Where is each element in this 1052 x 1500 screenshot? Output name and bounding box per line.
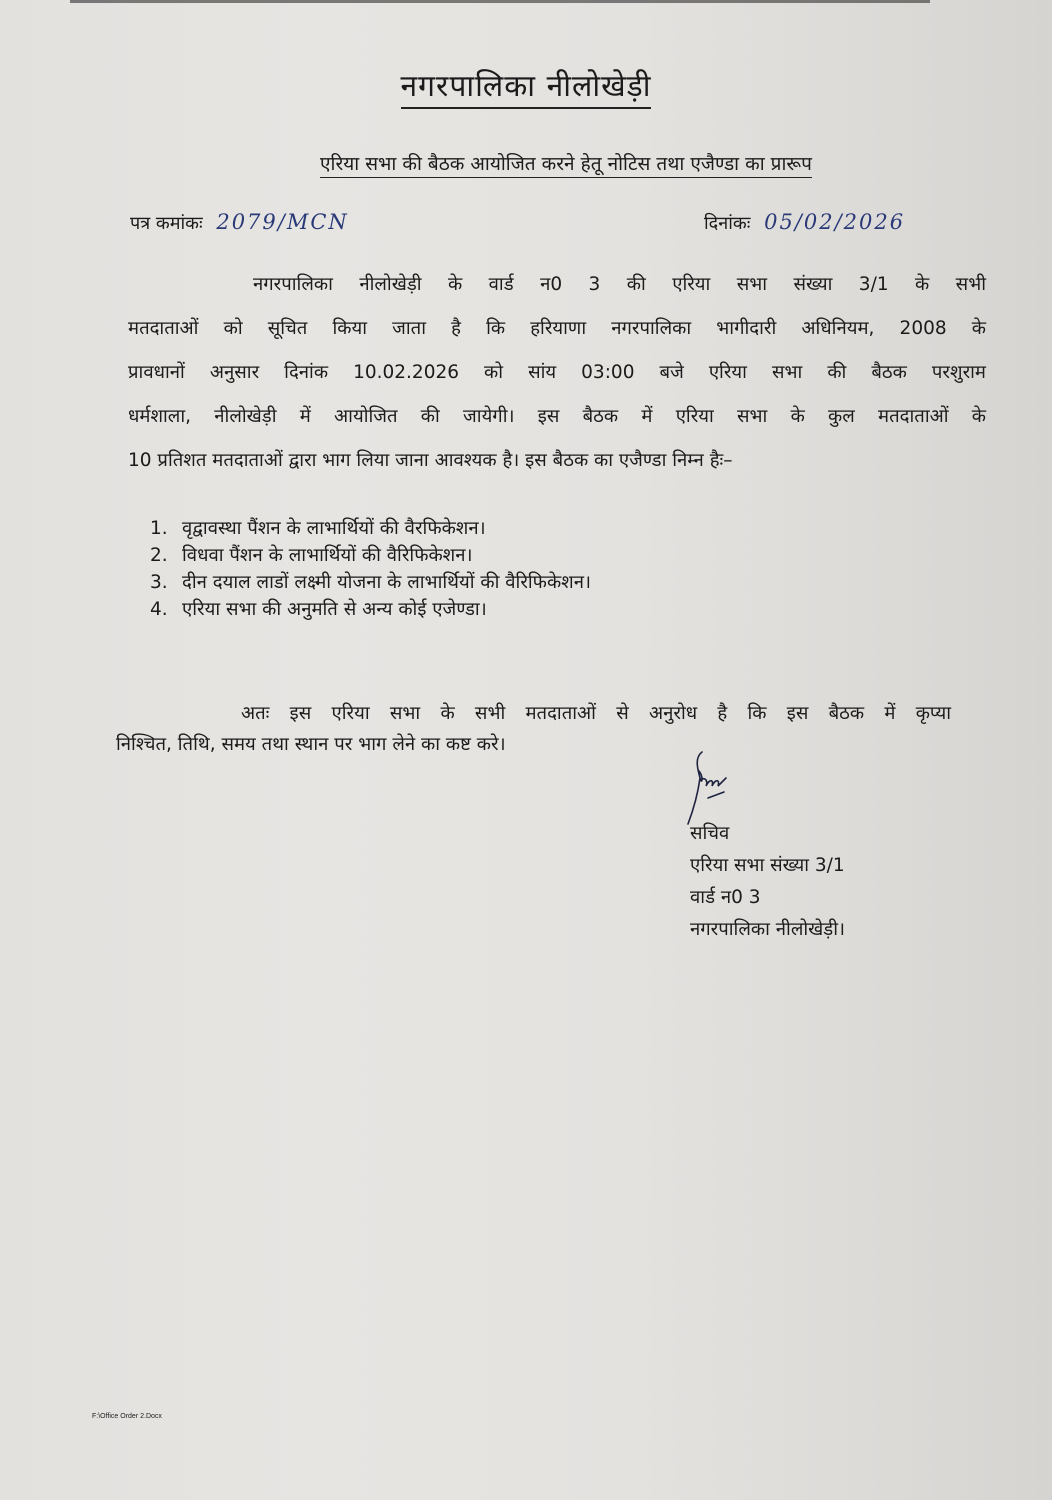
date-value-handwritten: 05/02/2026 — [764, 210, 906, 234]
paragraph-line: अतः इस एरिया सभा के सभी मतदाताओं से अनुरोध है कि इस बैठक में कृप्या — [241, 703, 951, 724]
agenda-item — [150, 542, 591, 569]
document-subtitle — [0, 150, 1052, 176]
date-label: दिनांकः — [704, 213, 751, 234]
reference-label: पत्र कमांकः — [130, 213, 203, 234]
signatory-designation: सचिव — [690, 823, 730, 844]
paragraph-line: नगरपालिका नीलोखेड़ी के वार्ड न0 3 की एरिया सभा संख्या 3/1 के सभी — [253, 274, 986, 295]
paragraph-line: मतदाताओं को सूचित किया जाता है कि हरियाणा नगरपालिका भागीदारी अधिनियम, 2008 के — [128, 318, 986, 339]
subtitle-text: एरिया सभा की बैठक आयोजित करने हेतू नोटिस तथा एजैण्डा का प्रारूप — [320, 153, 812, 178]
paragraph-line: धर्मशाला, नीलोखेड़ी में आयोजित की जायेगी। इस बैठक में एरिया सभा के कुल मतदाताओं के — [128, 406, 986, 427]
agenda-item — [150, 569, 591, 596]
request-paragraph — [116, 698, 951, 760]
agenda-item-number: 3. — [150, 572, 168, 593]
title-text: नगरपालिका नीलोखेड़ी — [401, 69, 652, 109]
agenda-item-number: 4. — [150, 599, 168, 620]
agenda-item-text: दीन दयाल लाडों लक्ष्मी योजना के लाभार्थियों की वैरिफिकेशन। — [182, 572, 592, 593]
document-date — [704, 210, 905, 235]
agenda-item — [150, 515, 591, 542]
paragraph-line: निश्चित, तिथि, समय तथा स्थान पर भाग लेने का कष्ट करे। — [116, 734, 506, 755]
signature-icon — [684, 748, 744, 828]
paragraph-line: 10 प्रतिशत मतदाताओं द्वारा भाग लिया जाना आवश्यक है। इस बैठक का एजैण्डा निम्न हैः– — [128, 450, 733, 471]
agenda-item-text: वृद्वावस्था पैंशन के लाभार्थियों की वैरफिकेशन। — [182, 518, 486, 539]
agenda-list — [150, 515, 591, 623]
agenda-item-number: 2. — [150, 545, 168, 566]
agenda-item-number: 1. — [150, 518, 168, 539]
signatory-municipality: नगरपालिका नीलोखेड़ी। — [690, 919, 845, 940]
agenda-item-text: विधवा पैंशन के लाभार्थियों की वैरिफिकेशन। — [182, 545, 473, 566]
notice-paragraph — [128, 263, 986, 483]
agenda-item-text: एरिया सभा की अनुमति से अन्य कोई एजेण्डा। — [182, 599, 487, 620]
paragraph-line: प्रावधानों अनुसार दिनांक 10.02.2026 को सांय 03:00 बजे एरिया सभा की बैठक परशुराम — [128, 362, 986, 383]
signatory-area-sabha: एरिया सभा संख्या 3/1 — [690, 855, 845, 876]
file-path-footer: F:\Office Order 2.Docx — [92, 1413, 162, 1420]
page-title — [0, 64, 1052, 105]
signatory-ward: वार्ड न0 3 — [690, 887, 761, 908]
reference-value-handwritten: 2079/MCN — [216, 210, 349, 234]
agenda-item — [150, 596, 591, 623]
reference-number — [130, 210, 349, 235]
signatory-block — [690, 818, 845, 946]
scan-top-edge — [70, 0, 930, 3]
